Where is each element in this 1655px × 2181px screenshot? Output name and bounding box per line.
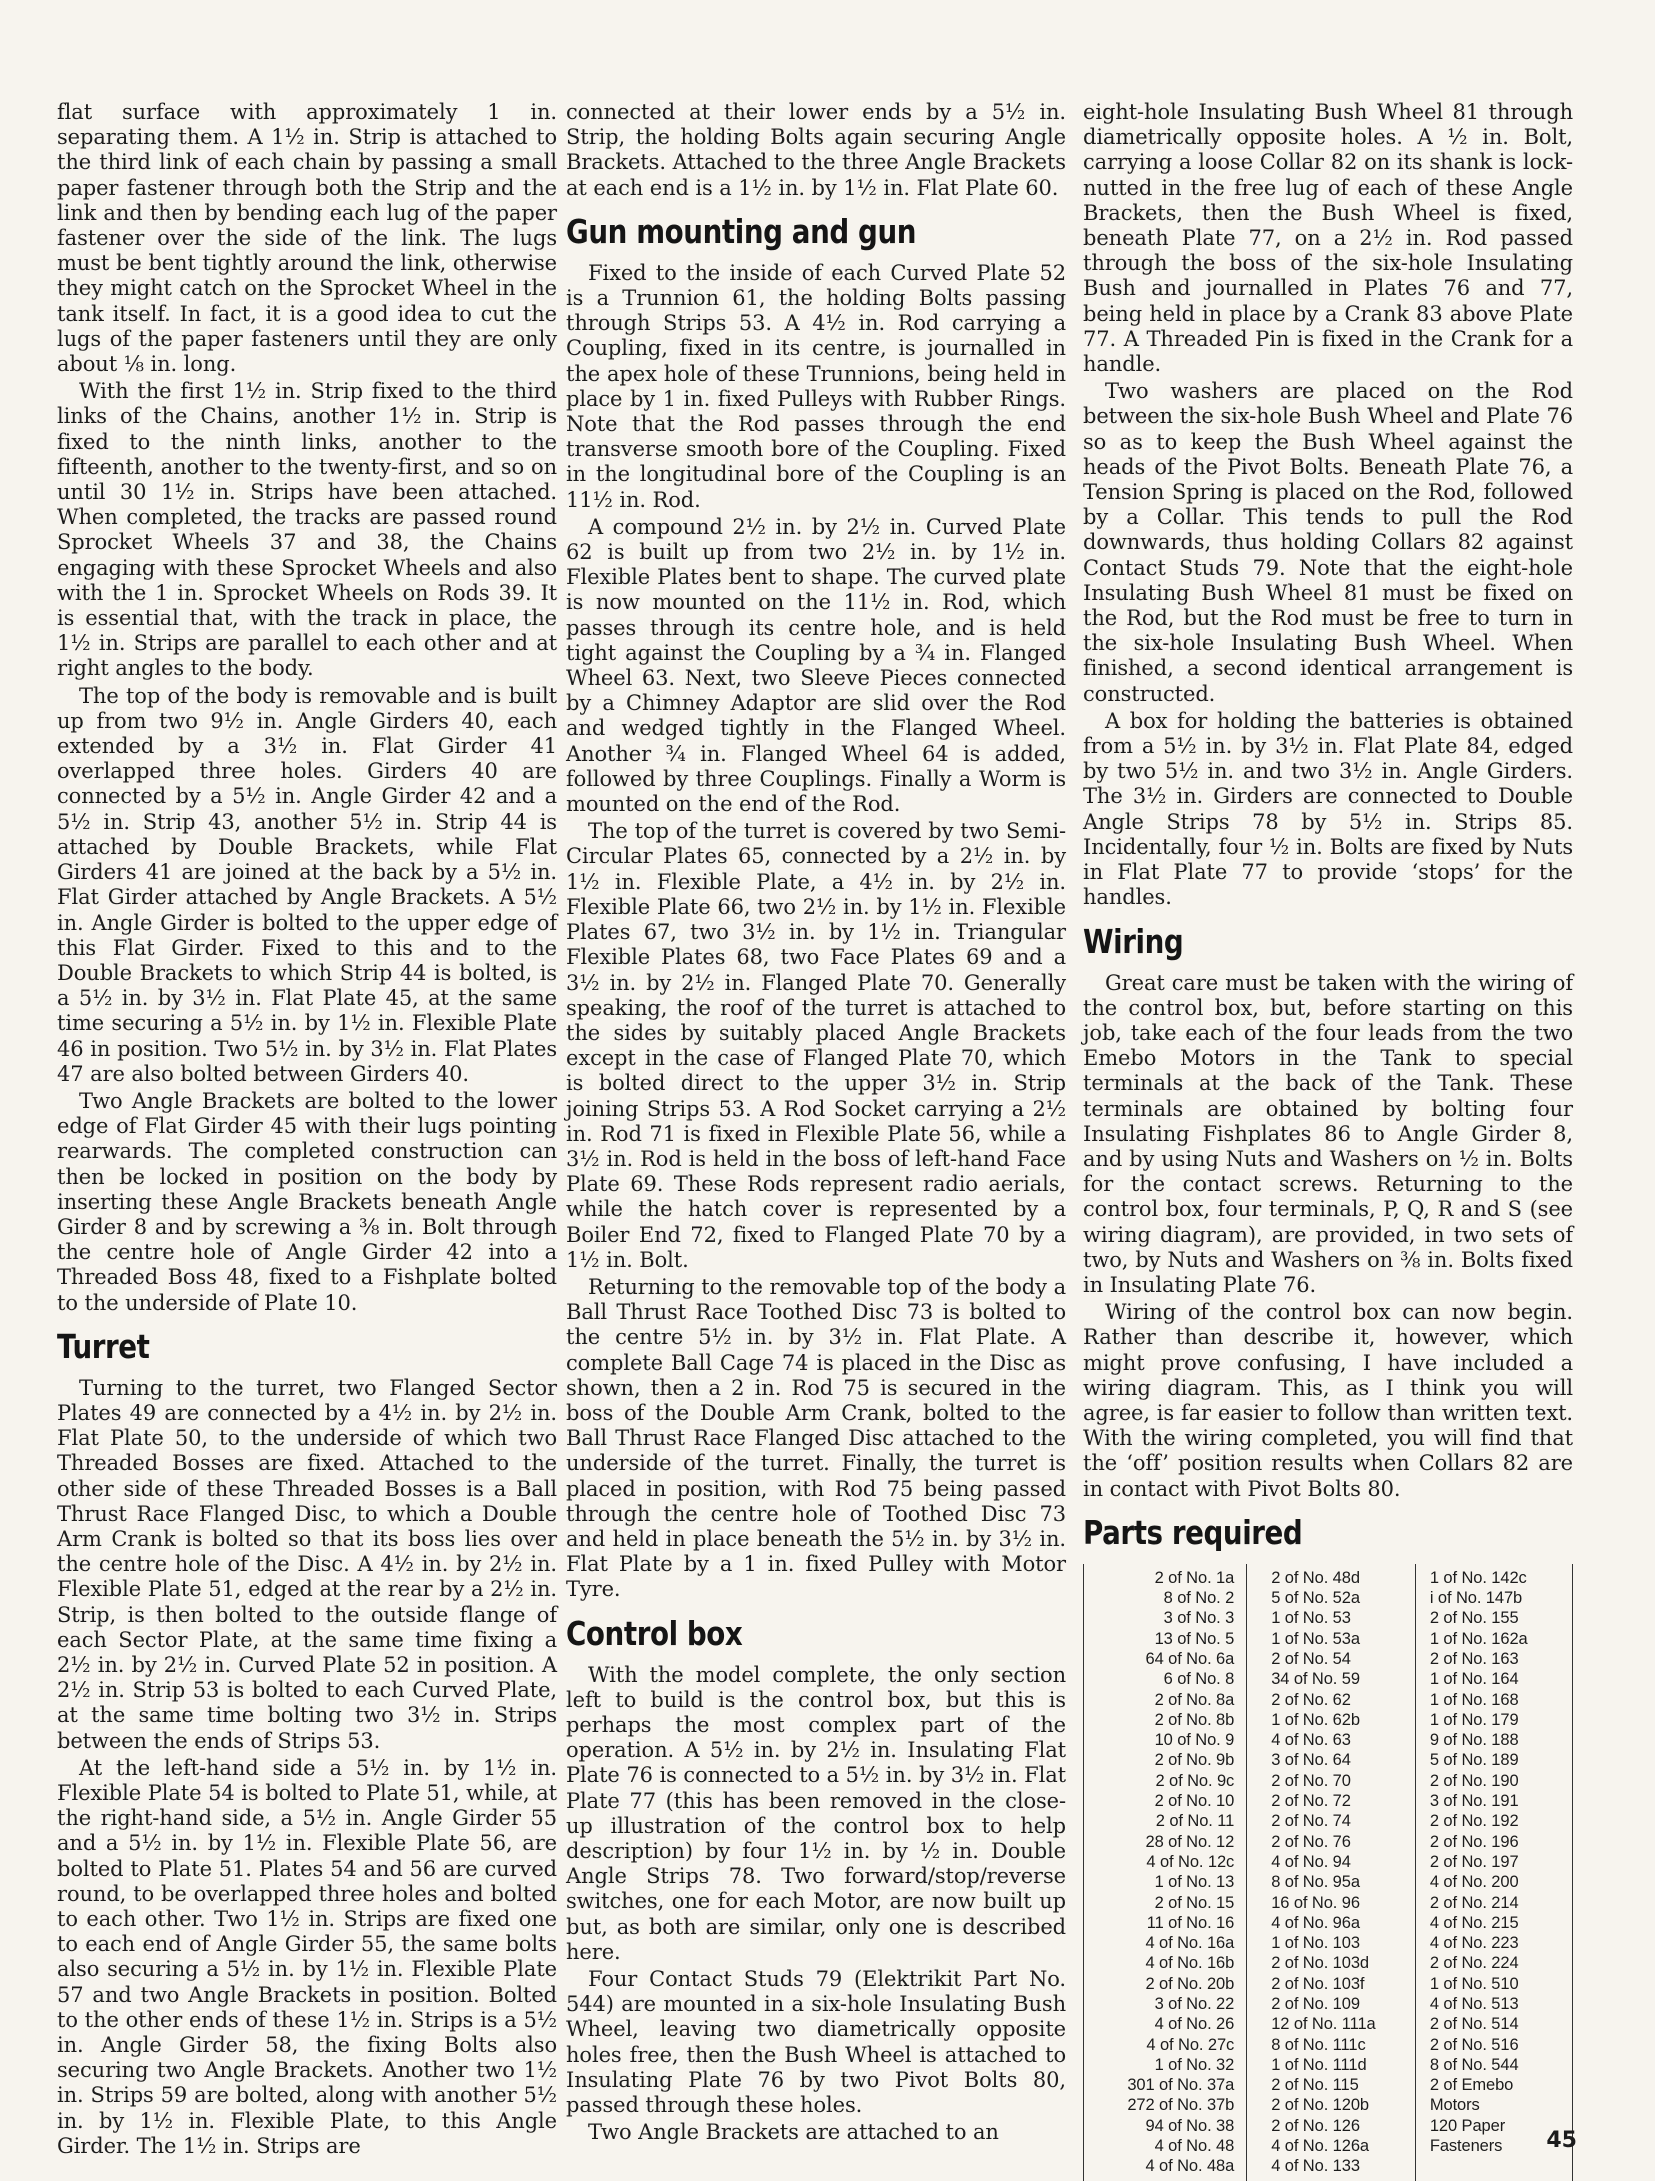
part-entry: 16 of No. 96 — [1271, 1893, 1360, 1912]
part-entry: 2 of No. 192 — [1429, 1812, 1519, 1831]
part-entry: 2 of No. 1a — [1154, 1568, 1235, 1587]
part-entry: 1 of No. 162a — [1429, 1629, 1528, 1648]
part-entry: 2 of No. 103f — [1271, 1974, 1365, 1993]
part-entry: 5 of No. 189 — [1429, 1751, 1519, 1770]
part-entry: 2 of No. 8a — [1154, 1690, 1235, 1709]
paragraph: A box for holding the batteries is obtained from a 5½ in. by 3½ in. Flat Plate 84, edged by two 5½ in. and two 3½ in. Angle Girders. The 3½ in. Girders are connected to Double Angle Strips 78 by 5½ in. Strips 85. Incidentally, four ½ in. Bolts are fixed by Nuts in Flat Plate 77 to provide ‘stops’ for the handles. — [1083, 708, 1573, 910]
part-entry: 6 of No. 8 — [1163, 1670, 1235, 1689]
paragraph: Turning to the turret, two Flanged Sector Plates 49 are connected by a 4½ in. by 2½ in. Flat Plate 50, to the underside of which two Threaded Bosses are fixed. Attached to the other side of these Threaded Bosses is a Ball Thrust Race Flanged Disc, to which a Double Arm Crank is bolted so that its boss lies over the centre hole of the Disc. A 4½ in. by 2½ in. Flexible Plate 51, edged at the rear by a 2½ in. Strip, is then bolted to the outside flange of each Sector Plate, at the same time fixing a 2½ in. by 2½ in. Curved Plate 52 in position. A 2½ in. Strip 53 is bolted to each Curved Plate, at the same time bolting two 3½ in. Strips between the ends of Strips 53. — [57, 1375, 557, 1753]
part-entry: 3 of No. 22 — [1154, 1995, 1235, 2013]
part-entry: 2 of No. 72 — [1271, 1792, 1351, 1811]
part-entry: 4 of No. 94 — [1271, 1852, 1351, 1871]
part-entry: i of No. 147b — [1429, 1589, 1523, 1608]
part-entry: 4 of No. 48a — [1145, 2157, 1235, 2176]
part-entry: 5 of No. 52a — [1271, 1589, 1360, 1608]
paragraph: Wiring of the control box can now begin. Rather than describe it, however, which might prove confusing, I have included a wiring diagram. This, as I think you will agree, is far easier to follow than written text. With the wiring completed, you will find that the ‘off’ position results when Collars 82 are in contact with Pivot Bolts 80. — [1083, 1300, 1573, 1501]
part-entry: 2 of No. 70 — [1271, 1771, 1351, 1790]
part-entry: Motors — [1429, 2096, 1480, 2115]
part-entry: Fasteners — [1429, 2137, 1503, 2156]
part-entry: 13 of No. 5 — [1154, 1629, 1235, 1648]
part-entry: 2 of No. 9b — [1154, 1751, 1235, 1770]
section-heading-wiring: Wiring — [1083, 921, 1184, 961]
text-column-right — [1083, 100, 1573, 2181]
part-entry: 1 of No. 13 — [1154, 1873, 1235, 1892]
paragraph: The top of the turret is covered by two Semi-Circular Plates 65, connected by a 2½ in. by 1½ in. Flexible Plate, a 4½ in. by 2½ in. Flexible Plate 66, two 2½ in. by 1½ in. Flexible Plates 67, two 3½ in. by 1½ in. Triangular Flexible Plates 68, two Face Plates 69 and a 3½ in. by 2½ in. Flanged Plate 70. Generally speaking, the roof of the turret is attached to the sides by suitably placed Angle Brackets except in the case of Flanged Plate 70, which is bolted direct to the upper 3½ in. Strip joining Strips 53. A Rod Socket carrying a 2½ in. Rod 71 is fixed in Flexible Plate 56, while a 3½ in. Rod is held in the boss of left-hand Face Plate 69. These Rods represent radio aerials, while the hatch cover is represented by a Boiler End 72, fixed to Flanged Plate 70 by a 1½ in. Bolt. — [566, 819, 1066, 1272]
part-entry: 4 of No. 63 — [1271, 1731, 1351, 1750]
part-entry: 4 of No. 513 — [1429, 1995, 1519, 2013]
part-entry: 2 of No. 15 — [1154, 1893, 1235, 1912]
paragraph: Two Angle Brackets are attached to an — [588, 2120, 999, 2145]
part-entry: 1 of No. 168 — [1429, 1690, 1519, 1709]
part-entry: 2 of No. 224 — [1429, 1954, 1519, 1973]
part-entry: 64 of No. 6a — [1145, 1649, 1235, 1668]
part-entry: 4 of No. 126a — [1271, 2137, 1369, 2156]
section-heading-parts-required: Parts required — [1083, 1512, 1303, 1552]
part-entry: 8 of No. 111c — [1271, 2035, 1366, 2054]
part-entry: 2 of No. 48d — [1271, 1568, 1360, 1587]
parts-table-row — [1084, 1564, 1573, 2181]
paragraph: eight-hole Insulating Bush Wheel 81 through diametrically opposite holes. A ½ in. Bolt, carrying a loose Collar 82 on its shank is lock-nutted in the free lug of each of these Angle Brackets, then the Bush Wheel is fixed, beneath Plate 77, on a 2½ in. Rod passed through the boss of the six-hole Insulating Bush and journalled in Plates 76 and 77, being held in place by a Crank 83 above Plate 77. A Threaded Pin is fixed in the Crank for a handle. — [1083, 100, 1573, 377]
part-entry: 4 of No. 16b — [1145, 1954, 1235, 1973]
paragraph: connected at their lower ends by a 5½ in. Strip, the holding Bolts again securing Angle Brackets. Attached to the three Angle Brackets at each end is a 1½ in. by 1½ in. Flat Plate 60. — [566, 100, 1066, 200]
part-entry: 2 of No. 8b — [1154, 1710, 1235, 1729]
part-entry: 2 of No. 115 — [1271, 2076, 1359, 2095]
part-entry: 2 of No. 516 — [1429, 2035, 1519, 2054]
section-heading-turret: Turret — [57, 1326, 150, 1366]
part-entry: 1 of No. 103 — [1271, 1934, 1360, 1953]
part-entry: 10 of No. 9 — [1154, 1731, 1235, 1750]
parts-list-col-2 — [1247, 1564, 1416, 2181]
part-entry: 2 of No. 54 — [1271, 1649, 1351, 1668]
part-entry: 2 of No. 190 — [1429, 1771, 1519, 1790]
part-entry: 2 of No. 163 — [1429, 1649, 1519, 1668]
part-entry: 11 of No. 16 — [1146, 1913, 1235, 1932]
part-entry: 4 of No. 96a — [1271, 1913, 1360, 1932]
part-entry: 2 of No. 10 — [1154, 1792, 1235, 1811]
part-entry: 34 of No. 59 — [1271, 1670, 1360, 1689]
part-entry: 2 of No. 155 — [1429, 1609, 1519, 1628]
parts-table — [1083, 1564, 1573, 2181]
part-entry: 2 of No. 9c — [1155, 1771, 1235, 1790]
part-entry: 3 of No. 191 — [1429, 1792, 1519, 1811]
part-entry: 1 of No. 179 — [1429, 1710, 1519, 1729]
paragraph: flat surface with approximately 1 in. separating them. A 1½ in. Strip is attached to the third link of each chain by passing a small paper fastener through both the Strip and the link and then by bending each lug of the paper fastener over the side of the link. The lugs must be bent tightly around the link, otherwise they might catch on the Sprocket Wheel in the tank itself. In fact, it is a good idea to cut the lugs of the paper fasteners until they are only about ⅛ in. long. — [57, 100, 557, 377]
section-heading-control-box: Control box — [566, 1613, 743, 1653]
part-entry: 2 of No. 214 — [1429, 1893, 1519, 1912]
part-entry: 1 of No. 111d — [1271, 2055, 1367, 2074]
paragraph: Great care must be taken with the wiring of the control box, but, before starting on this job, take each of the four leads from the two Emebo Motors in the Tank to special terminals at the back of the Tank. These terminals are obtained by bolting four Insulating Fishplates 86 to Angle Girder 8, and by using Nuts and Washers on ½ in. Bolts for the contact screws. Returning to the control box, four terminals, P, Q, R and S (see wiring diagram), are provided, in two sets of two, by Nuts and Washers on ⅜ in. Bolts fixed in Insulating Plate 76. — [1083, 970, 1573, 1297]
text-column-left — [57, 100, 557, 2161]
part-entry: 28 of No. 12 — [1145, 1832, 1235, 1851]
part-entry: 2 of No. 126 — [1271, 2116, 1360, 2135]
paragraph: Four Contact Studs 79 (Elektrikit Part No. 544) are mounted in a six-hole Insulating Bush Wheel, leaving two diametrically opposite holes free, then the Bush Wheel is attached to Insulating Plate 76 by two Pivot Bolts 80, passed through these holes. — [566, 1967, 1066, 2118]
part-entry: 8 of No. 544 — [1429, 2055, 1519, 2074]
parts-list-col-1 — [1084, 1564, 1247, 2181]
part-entry: 2 of No. 197 — [1429, 1852, 1519, 1871]
text-column-middle — [566, 100, 1066, 2147]
paragraph: With the first 1½ in. Strip fixed to the third links of the Chains, another 1½ in. Strip is fixed to the ninth links, another to the fifteenth, another to the twenty-first, and so on until 30 1½ in. Strips have been attached. When completed, the tracks are passed round Sprocket Wheels 37 and 38, the Chains engaging with these Sprocket Wheels and also with the 1 in. Sprocket Wheels on Rods 39. It is essential that, with the track in place, the 1½ in. Strips are parallel to each other and at right angles to the body. — [57, 379, 557, 681]
page-number: 45 — [1546, 2128, 1577, 2153]
part-entry: 94 of No. 38 — [1145, 2116, 1235, 2135]
part-entry: 2 of No. 514 — [1429, 2015, 1519, 2034]
paragraph: The top of the body is removable and is built up from two 9½ in. Angle Girders 40, each extended by a 3½ in. Flat Girder 41 overlapped three holes. Girders 40 are connected by a 5½ in. Angle Girder 42 and a 5½ in. Strip 43, another 5½ in. Strip 44 is attached by Double Brackets, while Flat Girders 41 are joined at the back by a 5½ in. Flat Girder attached by Angle Brackets. A 5½ in. Angle Girder is bolted to the upper edge of this Flat Girder. Fixed to this and to the Double Brackets to which Strip 44 is bolted, is a 5½ in. by 3½ in. Flat Plate 45, at the same time securing a 5½ in. by 1½ in. Flexible Plate 46 in position. Two 5½ in. by 3½ in. Flat Plates 47 are also bolted between Girders 40. — [57, 683, 557, 1086]
part-entry: 2 of No. 76 — [1271, 1832, 1351, 1851]
part-entry: 3 of No. 3 — [1163, 1609, 1235, 1628]
parts-list-col-3 — [1415, 1564, 1572, 2181]
part-entry: 1 of No. 53a — [1271, 1629, 1360, 1648]
part-entry: 2 of No. 109 — [1271, 1995, 1360, 2013]
part-entry: 4 of No. 48 — [1154, 2137, 1235, 2156]
part-entry: 12 of No. 111a — [1271, 2015, 1376, 2034]
paragraph: With the model complete, the only section left to build is the control box, but this is perhaps the most complex part of the operation. A 5½ in. by 2½ in. Insulating Flat Plate 76 is connected to a 5½ in. by 3½ in. Flat Plate 77 (this has been removed in the close-up illustration of the control box to help description) by four 1½ in. by ½ in. Double Angle Strips 78. Two forward/stop/reverse switches, one for each Motor, are now built up but, as both are similar, only one is described here. — [566, 1662, 1066, 1964]
part-entry: 4 of No. 27c — [1146, 2035, 1235, 2054]
part-entry: 3 of No. 64 — [1271, 1751, 1351, 1770]
part-entry: 2 of No. 196 — [1429, 1832, 1519, 1851]
paragraph: Returning to the removable top of the body a Ball Thrust Race Toothed Disc 73 is bolted to the centre 5½ in. by 3½ in. Flat Plate. A complete Ball Cage 74 is placed in the Disc as shown, then a 2 in. Rod 75 is secured in the boss of the Double Arm Crank, bolted to the Ball Thrust Race Flanged Disc attached to the underside of the turret. Finally, the turret is placed in position, with Rod 75 being passed through the centre hole of Toothed Disc 73 and held in place beneath the 5½ in. by 3½ in. Flat Plate by a 1 in. fixed Pulley with Motor Tyre. — [566, 1274, 1066, 1602]
part-entry: 8 of No. 95a — [1271, 1873, 1360, 1892]
part-entry: 4 of No. 133 — [1271, 2157, 1360, 2176]
part-entry: 2 of No. 103d — [1271, 1954, 1369, 1973]
part-entry: 4 of No. 215 — [1429, 1913, 1519, 1932]
paragraph: Two Angle Brackets are bolted to the lower edge of Flat Girder 45 with their lugs pointing rearwards. The completed construction can then be locked in position on the body by inserting these Angle Brackets beneath Angle Girder 8 and by screwing a ⅜ in. Bolt through the centre hole of Angle Girder 42 into a Threaded Boss 48, fixed to a Fishplate bolted to the underside of Plate 10. — [57, 1088, 557, 1315]
part-entry: 4 of No. 26 — [1154, 2015, 1235, 2034]
part-entry: 1 of No. 32 — [1154, 2055, 1235, 2074]
part-entry: 1 of No. 510 — [1429, 1974, 1519, 1993]
part-entry: 2 of No. 62 — [1271, 1690, 1351, 1709]
part-entry: 4 of No. 12c — [1146, 1852, 1235, 1871]
paragraph: At the left-hand side a 5½ in. by 1½ in. Flexible Plate 54 is bolted to Plate 51, while, at the right-hand side, a 5½ in. Angle Girder 55 and a 5½ in. by 1½ in. Flexible Plate 56, are bolted to Plate 51. Plates 54 and 56 are curved round, to be overlapped three holes and bolted to each other. Two 1½ in. Strips are fixed one to each end of Angle Girder 55, the same bolts also securing a 5½ in. by 1½ in. Flexible Plate 57 and two Angle Brackets in position. Bolted to the other ends of these 1½ in. Strips is a 5½ in. Angle Girder 58, the fixing Bolts also securing two Angle Brackets. Another two 1½ in. Strips 59 are bolted, along with another 5½ in. by 1½ in. Flexible Plate, to this Angle Girder. The 1½ in. Strips are — [57, 1755, 557, 2158]
paragraph: A compound 2½ in. by 2½ in. Curved Plate 62 is built up from two 2½ in. by 1½ in. Flexible Plates bent to shape. The curved plate is now mounted on the 11½ in. Rod, which passes through its centre hole, and is held tight against the Coupling by a ¾ in. Flanged Wheel 63. Next, two Sleeve Pieces connected by a Chimney Adaptor are slid over the Rod and wedged tightly in the Flanged Wheel. Another ¾ in. Flanged Wheel 64 is added, followed by three Couplings. Finally a Worm is mounted on the end of the Rod. — [566, 514, 1066, 817]
part-entry: 2 of No. 74 — [1271, 1812, 1351, 1831]
part-entry: 301 of No. 37a — [1127, 2076, 1235, 2095]
section-heading-gun-mounting: Gun mounting and gun — [566, 211, 917, 251]
part-entry: 1 of No. 142c — [1429, 1568, 1527, 1587]
paragraph: Fixed to the inside of each Curved Plate 52 is a Trunnion 61, the holding Bolts passing through Strips 53. A 4½ in. Rod carrying a Coupling, fixed in its centre, is journalled in the apex hole of these Trunnions, being held in place by 1 in. fixed Pulleys with Rubber Rings. Note that the Rod passes through the end transverse smooth bore of the Coupling. Fixed in the longitudinal bore of the Coupling is an 11½ in. Rod. — [566, 260, 1066, 512]
part-entry: 9 of No. 188 — [1429, 1731, 1519, 1750]
part-entry: 8 of No. 2 — [1163, 1589, 1235, 1608]
paragraph: Two washers are placed on the Rod between the six-hole Bush Wheel and Plate 76 so as to keep the Bush Wheel against the heads of the Pivot Bolts. Beneath Plate 76, a Tension Spring is placed on the Rod, followed by a Collar. This tends to pull the Rod downwards, thus holding Collars 82 against Contact Studs 79. Note that the eight-hole Insulating Bush Wheel 81 must be fixed on the Rod, but the Rod must be free to turn in the six-hole Insulating Bush Wheel. When finished, a second identical arrangement is constructed. — [1083, 379, 1573, 706]
part-entry: 4 of No. 223 — [1429, 1934, 1519, 1953]
part-entry: 1 of No. 164 — [1429, 1670, 1519, 1689]
part-entry: 2 of No. 120b — [1271, 2096, 1369, 2115]
part-entry: 1 of No. 53 — [1271, 1609, 1351, 1628]
part-entry: 4 of No. 16a — [1145, 1934, 1235, 1953]
part-entry: 2 of No. 20b — [1145, 1974, 1235, 1993]
part-entry: 272 of No. 37b — [1127, 2096, 1235, 2115]
part-entry: 1 of No. 62b — [1271, 1710, 1360, 1729]
part-entry: 2 of No. 11 — [1155, 1812, 1235, 1831]
part-entry: 4 of No. 200 — [1429, 1873, 1519, 1892]
part-entry: 120 Paper — [1429, 2116, 1506, 2135]
part-entry: 2 of Emebo — [1429, 2076, 1514, 2095]
